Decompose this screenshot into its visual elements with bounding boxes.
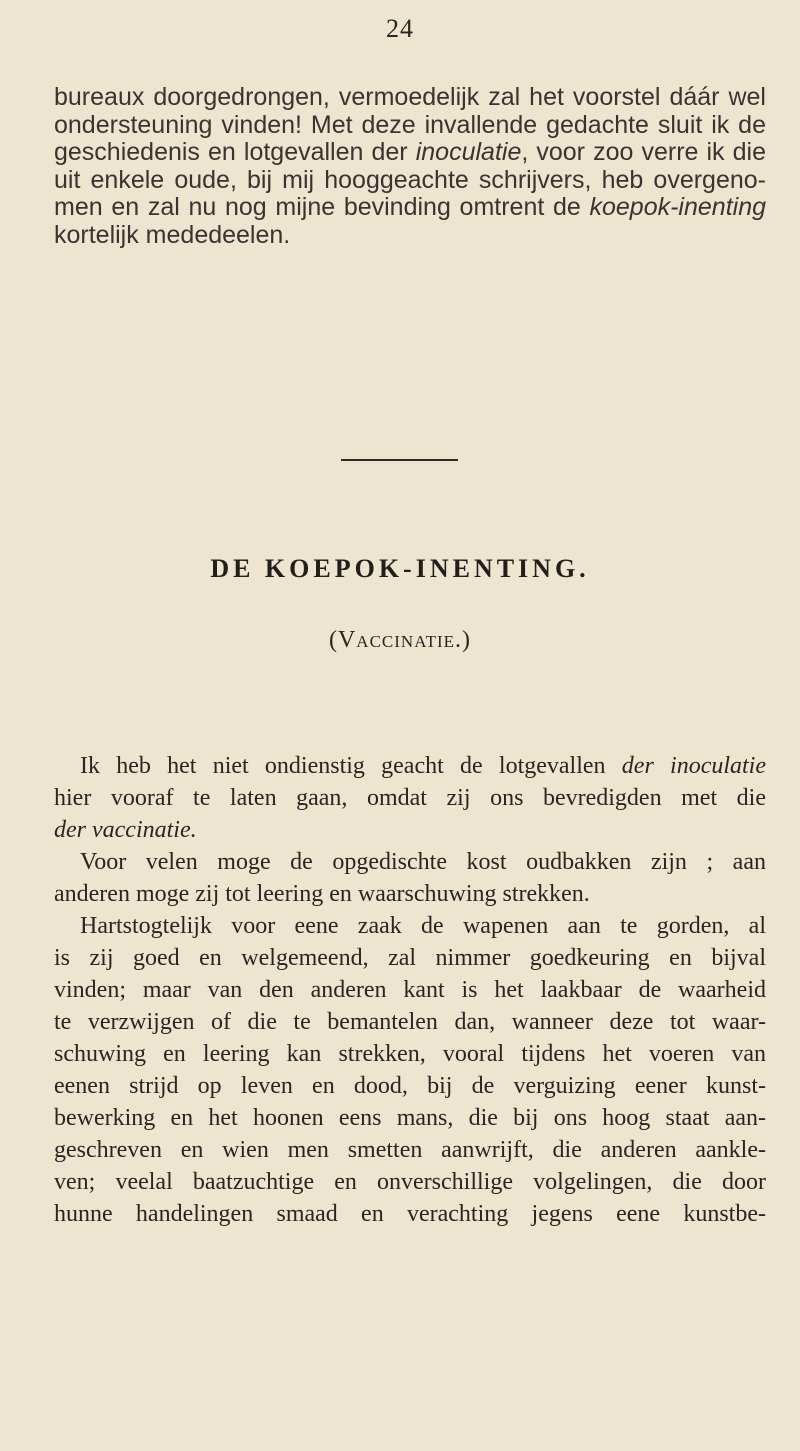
text-line: schuwing en leering kan strekken, vooral tijdens het voeren van: [54, 1041, 766, 1067]
paragraph-4: [54, 910, 766, 1230]
text-segment: men en zal nu nog mijne bevinding omtrent de: [54, 193, 590, 221]
section-divider: [341, 459, 458, 461]
text-line: Voor velen moge de opgedischte kost oudbakken zijn ; aan: [80, 849, 766, 875]
text-line: [54, 750, 766, 782]
text-line: bewerking en het hoonen eens mans, die bij ons hoog staat aan-: [54, 1105, 766, 1131]
paragraph-1: [54, 84, 766, 249]
text-line: bureaux doorgedrongen, vermoedelijk zal het voorstel dáár wel: [54, 83, 766, 111]
text-line: hier vooraf te laten gaan, omdat zij ons bevredigden met die: [54, 785, 766, 811]
text-line: hunne handelingen smaad en verachting jegens eene kunstbe-: [54, 1201, 766, 1227]
text-segment: Ik heb het niet ondienstig geacht de lotgevallen: [80, 753, 622, 779]
text-line: [54, 814, 766, 846]
text-segment: geschiedenis en lotgevallen der: [54, 138, 416, 166]
italic-term-der-inoculatie: der inoculatie: [621, 753, 767, 779]
text-line: [54, 139, 766, 167]
section-subtitle: (Vaccinatie.): [328, 627, 472, 653]
paragraph-3: [54, 846, 766, 910]
text-line: kortelijk mededeelen.: [54, 220, 291, 249]
text-line: geschreven en wien men smetten aanwrijft, die anderen aankle-: [54, 1137, 766, 1163]
page-number: 24: [386, 14, 414, 43]
text-line: te verzwijgen of die te bemantelen dan, wanneer deze tot waar-: [54, 1009, 766, 1035]
text-line: vinden; maar van den anderen kant is het laakbaar de waarheid: [54, 977, 766, 1003]
paragraph-2: [54, 750, 766, 846]
section-title: DE KOEPOK-INENTING.: [210, 554, 590, 583]
text-line: ondersteuning vinden! Met deze invallende gedachte sluit ik de: [54, 110, 766, 139]
text-line: anderen moge zij tot leering en waarschuwing strekken.: [54, 881, 590, 907]
text-line: ven; veelal baatzuchtige en onverschillige volgelingen, die door: [54, 1169, 766, 1195]
italic-term-koepok-inenting: koepok-inenting: [589, 193, 766, 221]
text-line: [54, 194, 766, 222]
text-line: is zij goed en welgemeend, zal nimmer goedkeuring en bijval: [54, 945, 766, 971]
italic-term-der-vaccinatie: der vaccinatie.: [54, 817, 197, 843]
text-line: uit enkele oude, bij mij hooggeachte schrijvers, heb overgeno-: [54, 165, 766, 194]
text-line: eenen strijd op leven en dood, bij de verguizing eener kunst-: [54, 1073, 766, 1099]
text-segment: , voor zoo verre ik die: [521, 138, 766, 166]
text-line: Hartstogtelijk voor eene zaak de wapenen aan te gorden, al: [80, 913, 766, 939]
italic-term-inoculatie: inoculatie: [415, 138, 522, 166]
